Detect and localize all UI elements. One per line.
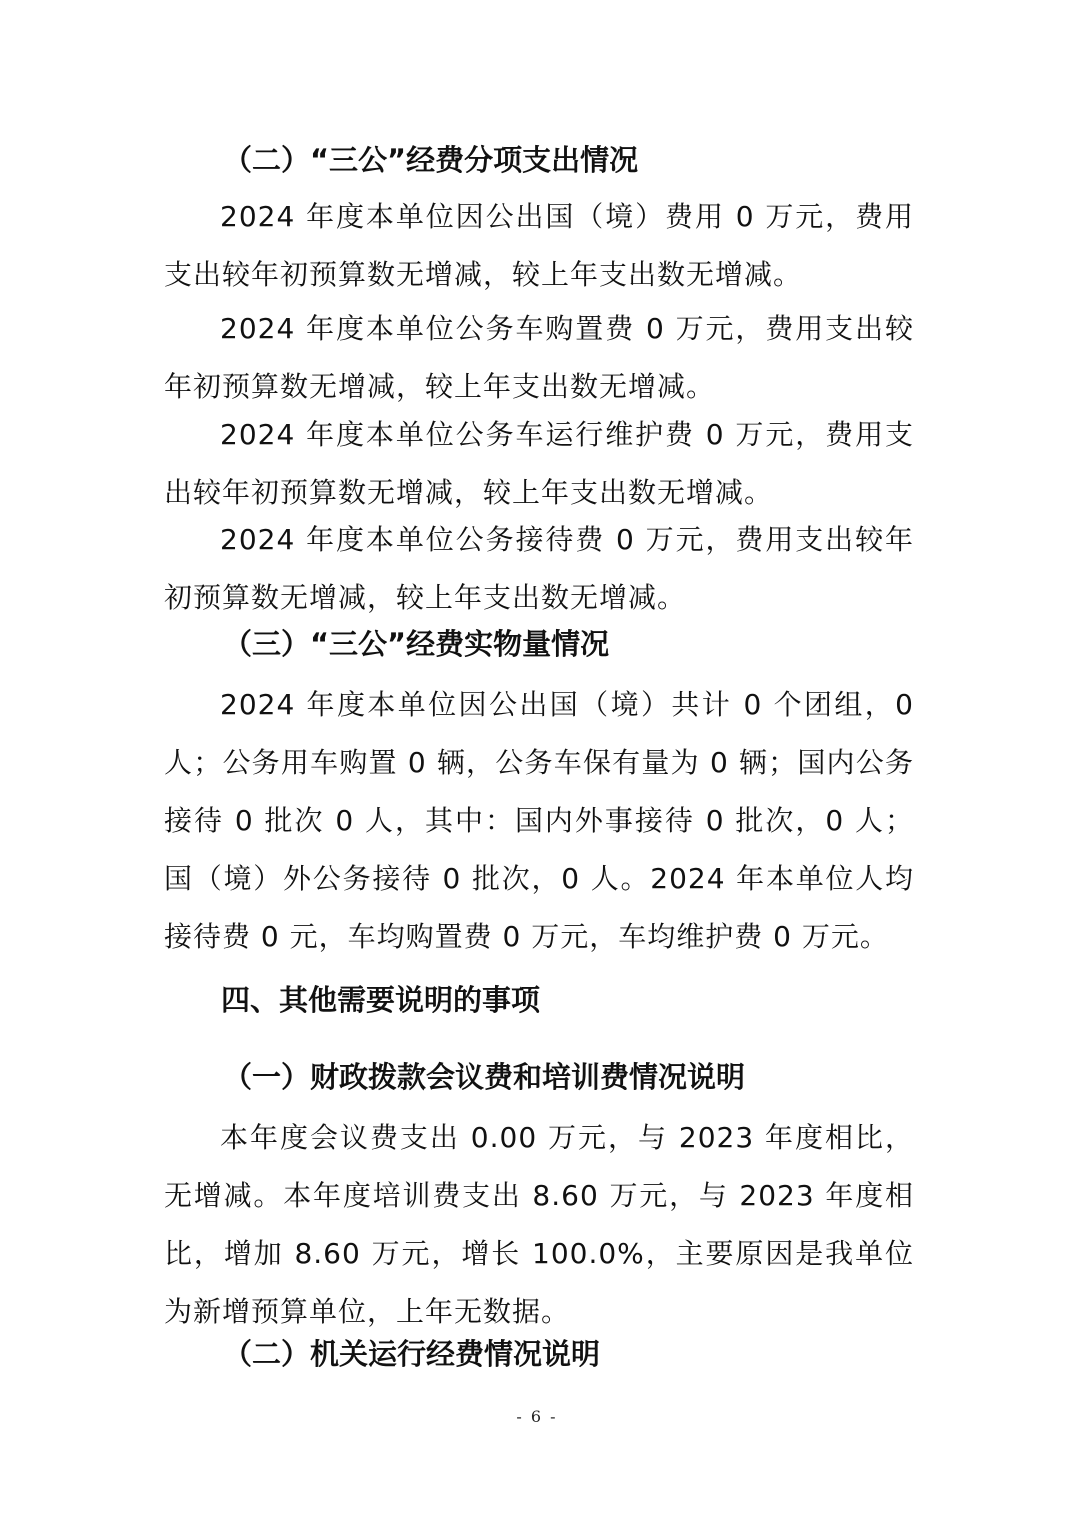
section-heading-three-public-itemized: （二）“三公”经费分项支出情况: [223, 143, 639, 177]
paragraph-meeting-training-costs: 本年度会议费支出 0.00 万元，与 2023 年度相比，无增减。本年度培训费支出 8.60 万元，与 2023 年度相比，增加 8.60 万元，增长 100.0%，主要原因是我单位为新增预算单位，上年无数据。: [164, 1121, 914, 1328]
section-heading-other-matters: 四、其他需要说明的事项: [221, 983, 541, 1017]
paragraph-reception-cost: 2024 年度本单位公务接待费 0 万元，费用支出较年初预算数无增减，较上年支出数无增减。: [164, 523, 914, 614]
section-heading-operating-expenses: （二）机关运行经费情况说明: [223, 1337, 601, 1371]
paragraph-overseas-travel-cost: 2024 年度本单位因公出国（境）费用 0 万元，费用支出较年初预算数无增减，较上年支出数无增减。: [164, 200, 914, 291]
paragraph-vehicle-maintenance-cost: 2024 年度本单位公务车运行维护费 0 万元，费用支出较年初预算数无增减，较上年支出数无增减。: [164, 418, 914, 509]
page-number: - 6 -: [516, 1407, 558, 1426]
section-heading-three-public-physical: （三）“三公”经费实物量情况: [223, 627, 610, 661]
paragraph-physical-quantity: 2024 年度本单位因公出国（境）共计 0 个团组，0 人；公务用车购置 0 辆，公务车保有量为 0 辆；国内公务接待 0 批次 0 人，其中：国内外事接待 0 批次，0 人；国（境）外公务接待 0 批次，0 人。2024 年本单位人均接待费 0 元，车均购置费 0 万元，车均维护费 0 万元。: [164, 688, 914, 953]
paragraph-vehicle-purchase-cost: 2024 年度本单位公务车购置费 0 万元，费用支出较年初预算数无增减，较上年支出数无增减。: [164, 312, 914, 403]
section-heading-meeting-training: （一）财政拨款会议费和培训费情况说明: [223, 1060, 746, 1094]
